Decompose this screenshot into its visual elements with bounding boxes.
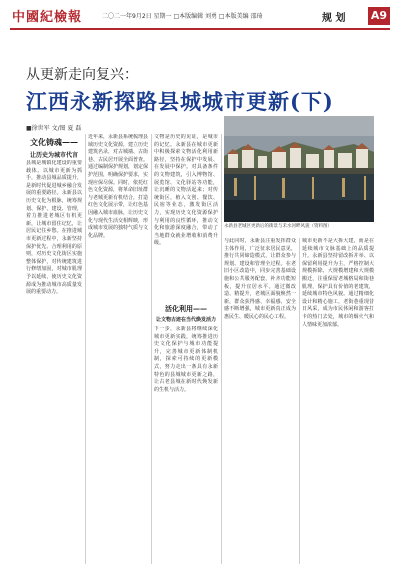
column-divider (85, 134, 86, 564)
article-column-5: 城市更新不是大拆大建，而是在延续城市文脉基础上的品质提升。永新县坚持留改拆并举、以保留利用提升为主，严格控制大规模拆除、大规模增建和大规模搬迁，注重保留老城格局和街巷肌理，保护具有价值的老建筑，延续城市特色风貌。通过精细化设计和精心施工，老街巷重现昔日风采，成为市民休闲和游客打卡的热门去处，城市的烟火气和人情味更加浓郁。 (302, 238, 374, 328)
subhead-revitalize (154, 304, 218, 323)
byline: ■徐世军 文/图 夏 磊 (26, 125, 82, 132)
main-headline: 江西永新探路县城城市更新(下) (26, 89, 334, 114)
photo-caption: 永新县老城区更新后的街景与禾水河畔风貌（资料图） (224, 224, 332, 229)
city-riverside-photo (224, 116, 374, 222)
column-divider (221, 134, 222, 564)
article-column-4: 与此同时，永新县注重发挥群众主体作用，广泛征求居民意见，推行共同缔造模式，让群众参与规划、建设和管理全过程。在老旧小区改造中，同步完善基础设施和公共服务配套，补齐功能短板，提升宜居水平。通过微改造、精提升，老城区面貌焕然一新，群众获得感、幸福感、安全感不断增强，城市更新真正成为惠民生、暖民心的民心工程。 (224, 238, 296, 320)
column-divider (151, 134, 152, 564)
article-column-3: 文物是历史的见证，是城市的记忆。永新县在城市更新中积极探索文物活化利用新路径，坚持在保护中发展、在发展中保护。对具备条件的文物建筑，引入博物馆、展览馆、文化驿站等功能，让沉睡的文物活起来；对传统街区，植入文创、餐饮、民宿等业态，激发街区活力，实现历史文化资源保护与利用的良性循环，推动文化和旅游深度融合，带动了当地群众就业增收和消费升级。 (154, 134, 218, 247)
article-column-2: 近年来，永新县系统梳理县域历史文化资源，建立历史建筑名录，对古城墙、古街巷、古民居开展全面普查。通过编制保护规划，划定保护范围，明确保护要求，实现应保尽保。同时，依托红色文化资源，将革命旧址群与老城更新有机结合，打造红色文化展示带，让红色基因融入城市血脉，让历史文化与现代生活交相辉映，形成城市发展的独特气质与文化品牌。 (88, 134, 148, 239)
headline-kicker: 从更新走向复兴： (26, 67, 138, 83)
subhead-culture-line2: 让历史为城市代言 (29, 152, 78, 159)
page-number: A9 (368, 7, 390, 25)
subhead-culture-line1: 文化铸魂—— (30, 137, 78, 147)
dateline: 二〇二一年9月2日 星期一 □本版编辑 刘勇 □本版美编 邵琦 (102, 13, 263, 20)
newspaper-logo: 中國紀檢報 (12, 10, 83, 25)
article-column-1: 县城是城镇化建设的重要载体。以城市更新为抓手，推动县城品质提升，是新时代促进城乡融合发展的重要路径。永新县以历史文化为根脉，统筹规划、保护、建设、管理，着力推进老城区有机更新，让城市留住记忆，让居民记住乡愁。在推进城市更新过程中，永新坚持保护优先、合理利用的原则，对历史文化街区实施整体保护，对传统建筑进行修缮加固，对城市肌理予以延续，使历史文化资源成为推动城市高质量发展的重要动力。 (26, 160, 82, 296)
article-column-3-cont: 下一步，永新县将继续深化城市更新实践，统筹推进历史文化保护与城市功能提升，完善城市更新体制机制，探索可持续的更新模式，努力走出一条具有永新特色的县城城市更新之路，让古老县城在新时代焕发新的生机与活力。 (154, 326, 218, 393)
section-name: 规 划 (322, 13, 346, 24)
subhead-revitalize-line2: 让文物古迹在当代焕发活力 (155, 317, 216, 323)
subhead-culture (26, 137, 82, 159)
subhead-revitalize-line1: 活化利用—— (165, 304, 207, 313)
column-divider (299, 238, 300, 564)
city-riverside-image (224, 116, 374, 222)
masthead (10, 6, 390, 30)
